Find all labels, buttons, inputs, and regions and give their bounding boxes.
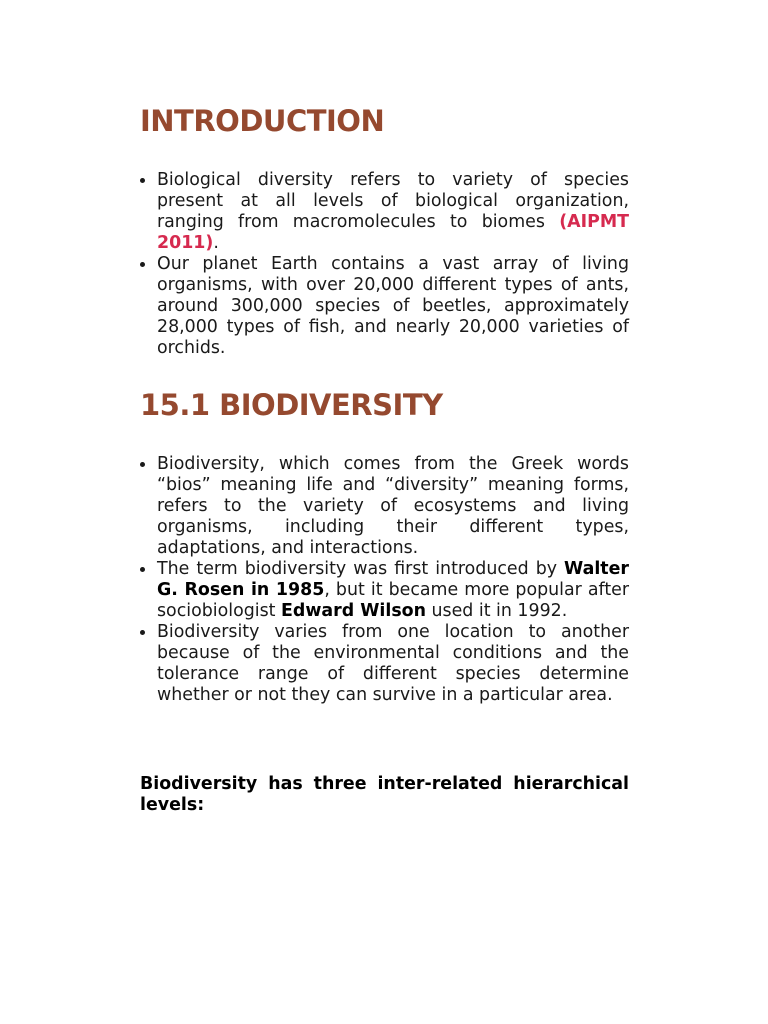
- biodiversity-bullet-list: [140, 454, 629, 706]
- list-item: [140, 622, 629, 706]
- bold-name-wilson: Edward Wilson: [281, 601, 426, 621]
- hierarchical-levels-note: Biodiversity has three inter-related hierarchical levels:: [140, 774, 629, 815]
- introduction-heading: INTRODUCTION: [140, 104, 385, 138]
- list-item: [140, 559, 629, 622]
- bullet-text: Biological diversity refers to variety of species present at all levels of biological organization, ranging from macromolecules to biomes: [157, 170, 629, 232]
- list-item: [140, 254, 629, 359]
- bullet-text: Biodiversity, which comes from the Greek words “bios” meaning life and “diversity” meaning forms, refers to the variety of ecosystems and living organisms, including their different types, adaptations, and interactions.: [157, 454, 629, 558]
- biodiversity-heading: 15.1 BIODIVERSITY: [140, 388, 443, 422]
- list-item: [140, 454, 629, 559]
- bullet-text-end: .: [213, 233, 219, 253]
- bullet-text: , but it became more popular after sociobiologist: [157, 580, 630, 621]
- bold-name-rosen: Walter G. Rosen in 1985: [157, 559, 629, 600]
- bullet-text: Biodiversity varies from one location to another because of the environmental conditions and the tolerance range of different species determine whether or not they can survive in a particular area.: [157, 622, 629, 705]
- exam-reference: (AIPMT 2011): [157, 212, 629, 253]
- list-item: [140, 170, 629, 254]
- introduction-bullet-list: [140, 170, 629, 359]
- bullet-text: The term biodiversity was first introduced by: [157, 559, 565, 579]
- bullet-text: Our planet Earth contains a vast array of living organisms, with over 20,000 different types of ants, around 300,000 species of beetles, approximately 28,000 types of fish, and nearly 20,000 varieties of orchids.: [157, 254, 629, 358]
- bullet-text: used it in 1992.: [426, 601, 568, 621]
